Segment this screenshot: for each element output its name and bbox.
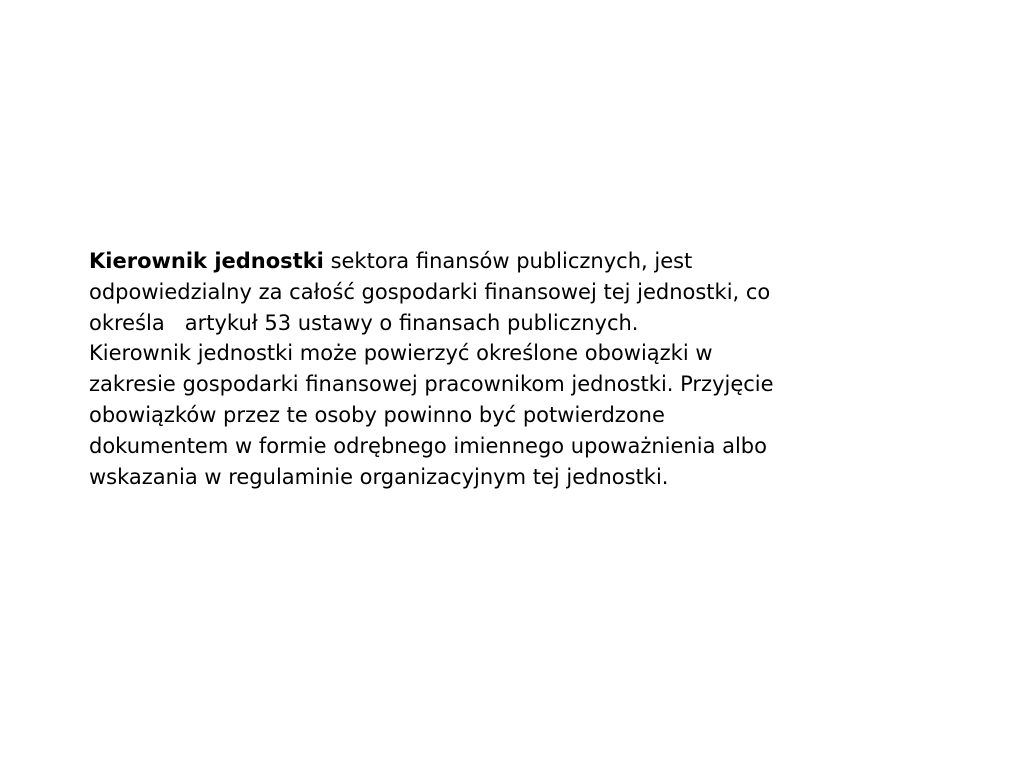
- line-1-rest-text: sektora finansów publicznych, jest: [323, 249, 693, 273]
- text-line-7: dokumentem w formie odrębnego imiennego upoważnienia albo: [89, 433, 767, 458]
- text-line-1: [89, 246, 949, 277]
- text-line-4: Kierownik jednostki może powierzyć określone obowiązki w: [89, 341, 713, 366]
- text-line-3: określa artykuł 53 ustawy o finansach publicznych.: [89, 310, 639, 335]
- body-text: [89, 246, 949, 492]
- text-line-8: wskazania w regulaminie organizacyjnym tej jednostki.: [89, 464, 669, 489]
- text-line-6: obowiązków przez te osoby powinno być potwierdzone: [89, 402, 665, 427]
- text-line-2: odpowiedzialny za całość gospodarki finansowej tej jednostki, co: [89, 279, 771, 304]
- bold-lead-text: Kierownik jednostki: [89, 249, 324, 273]
- text-line-5: zakresie gospodarki finansowej pracownikom jednostki. Przyjęcie: [89, 372, 774, 397]
